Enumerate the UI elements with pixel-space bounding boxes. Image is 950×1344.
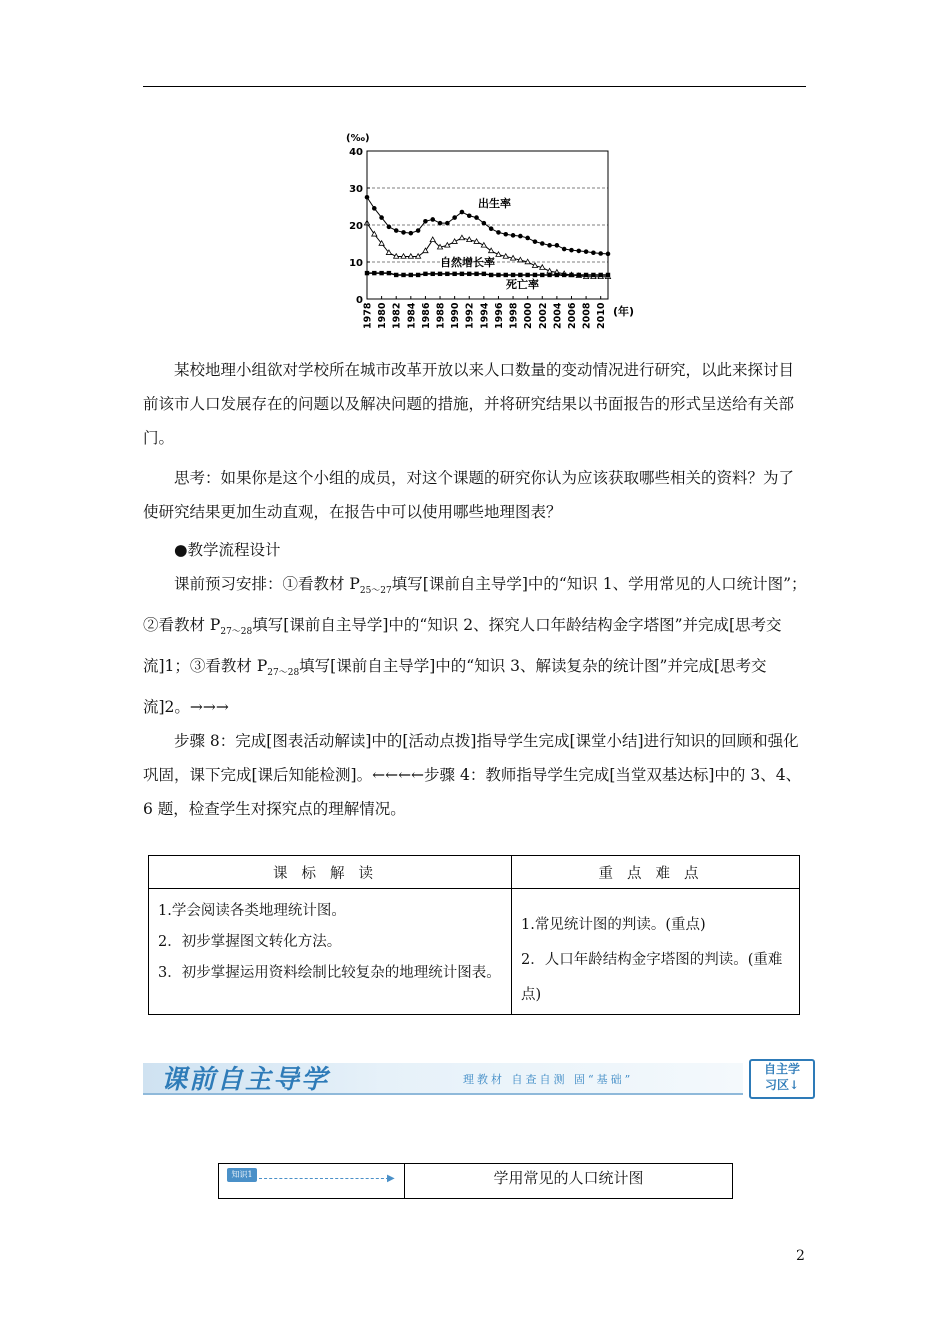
birth-rate-point [438, 221, 443, 226]
section-banner [143, 1055, 813, 1097]
curriculum-table [148, 855, 800, 1015]
banner-title: 课前自主导学 [161, 1065, 330, 1095]
birth-rate-point [387, 225, 392, 230]
knowledge-title: 学用常见的人口统计图 [493, 1169, 644, 1187]
death-rate-point [569, 273, 573, 277]
key-point-item: 1.常见统计图的判读。(重点) [521, 917, 706, 933]
banner-subtitle: 理教材 自查自测 固“基础” [463, 1073, 634, 1086]
y-tick-label: 0 [356, 295, 363, 306]
knowledge-tag-cell [219, 1164, 405, 1198]
header-standards: 课标解读 [149, 856, 512, 889]
label-natural-growth: 自然增长率 [440, 256, 495, 269]
death-rate-point [452, 272, 456, 276]
death-rate-point [482, 272, 486, 276]
intro-paragraph: 某校地理小组欲对学校所在城市改革开放以来人口数量的变动情况进行研究，以此来探讨目前该市人口发展存在的问题以及解决问题的措施，并将研究结果以书面报告的形式呈送给有关部门。 [143, 361, 795, 447]
birth-rate-point [460, 210, 465, 215]
prep-paragraph: 课前预习安排：①看教材 $P_{25\sim 27}$填写[课前自主导学]中的“知识 1、学用常见的人口统计图”；②看教材 $P_{27\sim 28}$填写[课前自主导学]中的“知识 2、探究人口年龄结构金字塔图”并完成[思考交流]1；③看教材 $P_{27\sim 28}$填写[课前自主导学]中的“知识 3、解读复杂的统计图”并完成[思考交流]2。→→→ [143, 575, 807, 717]
x-tick-label: 1982 [391, 302, 403, 329]
birth-rate-point [533, 239, 538, 244]
label-birth-rate: 出生率 [478, 197, 511, 210]
death-rate-point [379, 271, 383, 275]
birth-rate-point [379, 215, 384, 220]
intro-section [143, 353, 807, 455]
birth-rate-point [576, 249, 581, 254]
birth-rate-point [591, 250, 596, 255]
death-rate-point [591, 273, 595, 277]
population-rate-chart [340, 125, 640, 330]
birth-rate-point [423, 219, 428, 224]
x-tick-label: 2000 [523, 302, 535, 329]
death-rate-point [540, 273, 544, 277]
x-tick-label: 1986 [420, 302, 432, 329]
birth-rate-point [416, 228, 421, 233]
birth-rate-point [540, 241, 545, 246]
natural-growth-point [489, 248, 494, 253]
birth-rate-point [555, 243, 560, 248]
x-tick-label: 2002 [537, 302, 549, 329]
knowledge-tag: 知识1 [227, 1168, 257, 1182]
x-tick-label: 1988 [435, 302, 447, 329]
death-rate-point [372, 271, 376, 275]
flow-section [143, 533, 807, 826]
x-tick-label: 1992 [464, 302, 476, 329]
birth-rate-point [525, 236, 530, 241]
x-tick-label: 2006 [566, 302, 578, 329]
birth-rate-point [430, 217, 435, 222]
birth-rate-point [518, 234, 523, 239]
y-tick-label: 20 [349, 221, 363, 232]
birth-rate-point [584, 249, 589, 254]
standard-item: 1.学会阅读各类地理统计图。 [158, 903, 346, 919]
y-tick-label: 30 [349, 184, 363, 195]
birth-rate-point [598, 251, 603, 256]
dashed-arrow-line [259, 1178, 389, 1179]
death-rate-point [533, 273, 537, 277]
standards-cell [149, 889, 512, 1015]
birth-rate-point [467, 213, 472, 218]
birth-rate-point [401, 230, 406, 235]
y-tick-label: 40 [349, 147, 363, 158]
step-paragraph: 步骤 8：完成[图表活动解读]中的[活动点拨]指导学生完成[课堂小结]进行知识的回顾和强化巩固，课下完成[课后知能检测]。←←←←步骤 4：教师指导学生完成[当堂双基达标]中的 3、4、6 题，检查学生对探究点的理解情况。 [143, 732, 802, 819]
birth-rate-point [562, 247, 567, 252]
death-rate-point [489, 273, 493, 277]
header-key-points: 重点难点 [512, 856, 800, 889]
birth-rate-point [445, 221, 450, 226]
death-rate-point [577, 273, 581, 277]
x-tick-label: 1990 [450, 302, 462, 329]
birth-rate-point [452, 215, 457, 220]
death-rate-point [525, 273, 529, 277]
think-section [143, 461, 807, 529]
death-rate-point [445, 272, 449, 276]
birth-rate-point [511, 233, 516, 238]
death-rate-point [387, 271, 391, 275]
death-rate-point [511, 273, 515, 277]
arrow-right-icon: ▶ [387, 1173, 395, 1184]
birth-rate-point [394, 228, 399, 233]
birth-rate-point [372, 206, 377, 211]
death-rate-point [409, 273, 413, 277]
death-rate-point [460, 272, 464, 276]
death-rate-point [394, 273, 398, 277]
death-rate-point [467, 272, 471, 276]
death-rate-point [584, 273, 588, 277]
natural-growth-point [430, 237, 435, 242]
death-rate-point [416, 273, 420, 277]
death-rate-point [431, 272, 435, 276]
birth-rate-point [482, 221, 487, 226]
think-paragraph: 思考：如果你是这个小组的成员，对这个课题的研究你认为应该获取哪些相关的资料？为了使研究结果更加生动直观，在报告中可以使用哪些地理图表？ [143, 469, 795, 521]
key-point-item: 2．人口年龄结构金字塔图的判读。(重难点) [521, 952, 783, 1003]
birth-rate-point [489, 226, 494, 231]
x-tick-label: 1996 [493, 302, 505, 329]
death-rate-point [496, 273, 500, 277]
death-rate-point [555, 273, 559, 277]
x-tick-label: 2004 [552, 302, 564, 329]
x-tick-label: 1980 [377, 302, 389, 329]
death-rate-point [423, 272, 427, 276]
knowledge-header [218, 1163, 733, 1199]
key-points-cell [512, 889, 800, 1015]
x-tick-label: 1998 [508, 302, 520, 329]
death-rate-point [562, 273, 566, 277]
death-rate-point [401, 273, 405, 277]
x-tick-label: 2008 [581, 302, 593, 329]
header-rule [143, 86, 806, 87]
standard-item: 2．初步掌握图文转化方法。 [158, 934, 342, 950]
x-axis-unit: (年) [613, 305, 635, 318]
death-rate-point [598, 273, 602, 277]
birth-rate-point [409, 231, 414, 236]
page-number: 2 [796, 1248, 805, 1264]
birth-rate-point [474, 215, 479, 220]
birth-rate-point [569, 248, 574, 253]
y-axis-unit: (‰) [346, 133, 370, 144]
death-rate-point [504, 273, 508, 277]
birth-rate-point [496, 230, 501, 235]
label-death-rate: 死亡率 [506, 278, 539, 291]
flow-heading: ●教学流程设计 [174, 541, 281, 559]
natural-growth-point [459, 235, 464, 240]
birth-rate-point [503, 232, 508, 237]
self-study-badge: 自主学 习区↓ [749, 1059, 815, 1099]
x-tick-label: 2010 [596, 302, 608, 329]
x-tick-label: 1984 [406, 302, 418, 329]
birth-rate-point [547, 243, 552, 248]
x-tick-label: 1978 [362, 302, 374, 329]
x-tick-label: 1994 [479, 302, 491, 329]
death-rate-point [518, 273, 522, 277]
death-rate-point [474, 272, 478, 276]
standard-item: 3．初步掌握运用资料绘制比较复杂的地理统计图表。 [158, 965, 501, 981]
y-tick-label: 10 [349, 258, 363, 269]
death-rate-point [547, 273, 551, 277]
death-rate-point [438, 272, 442, 276]
